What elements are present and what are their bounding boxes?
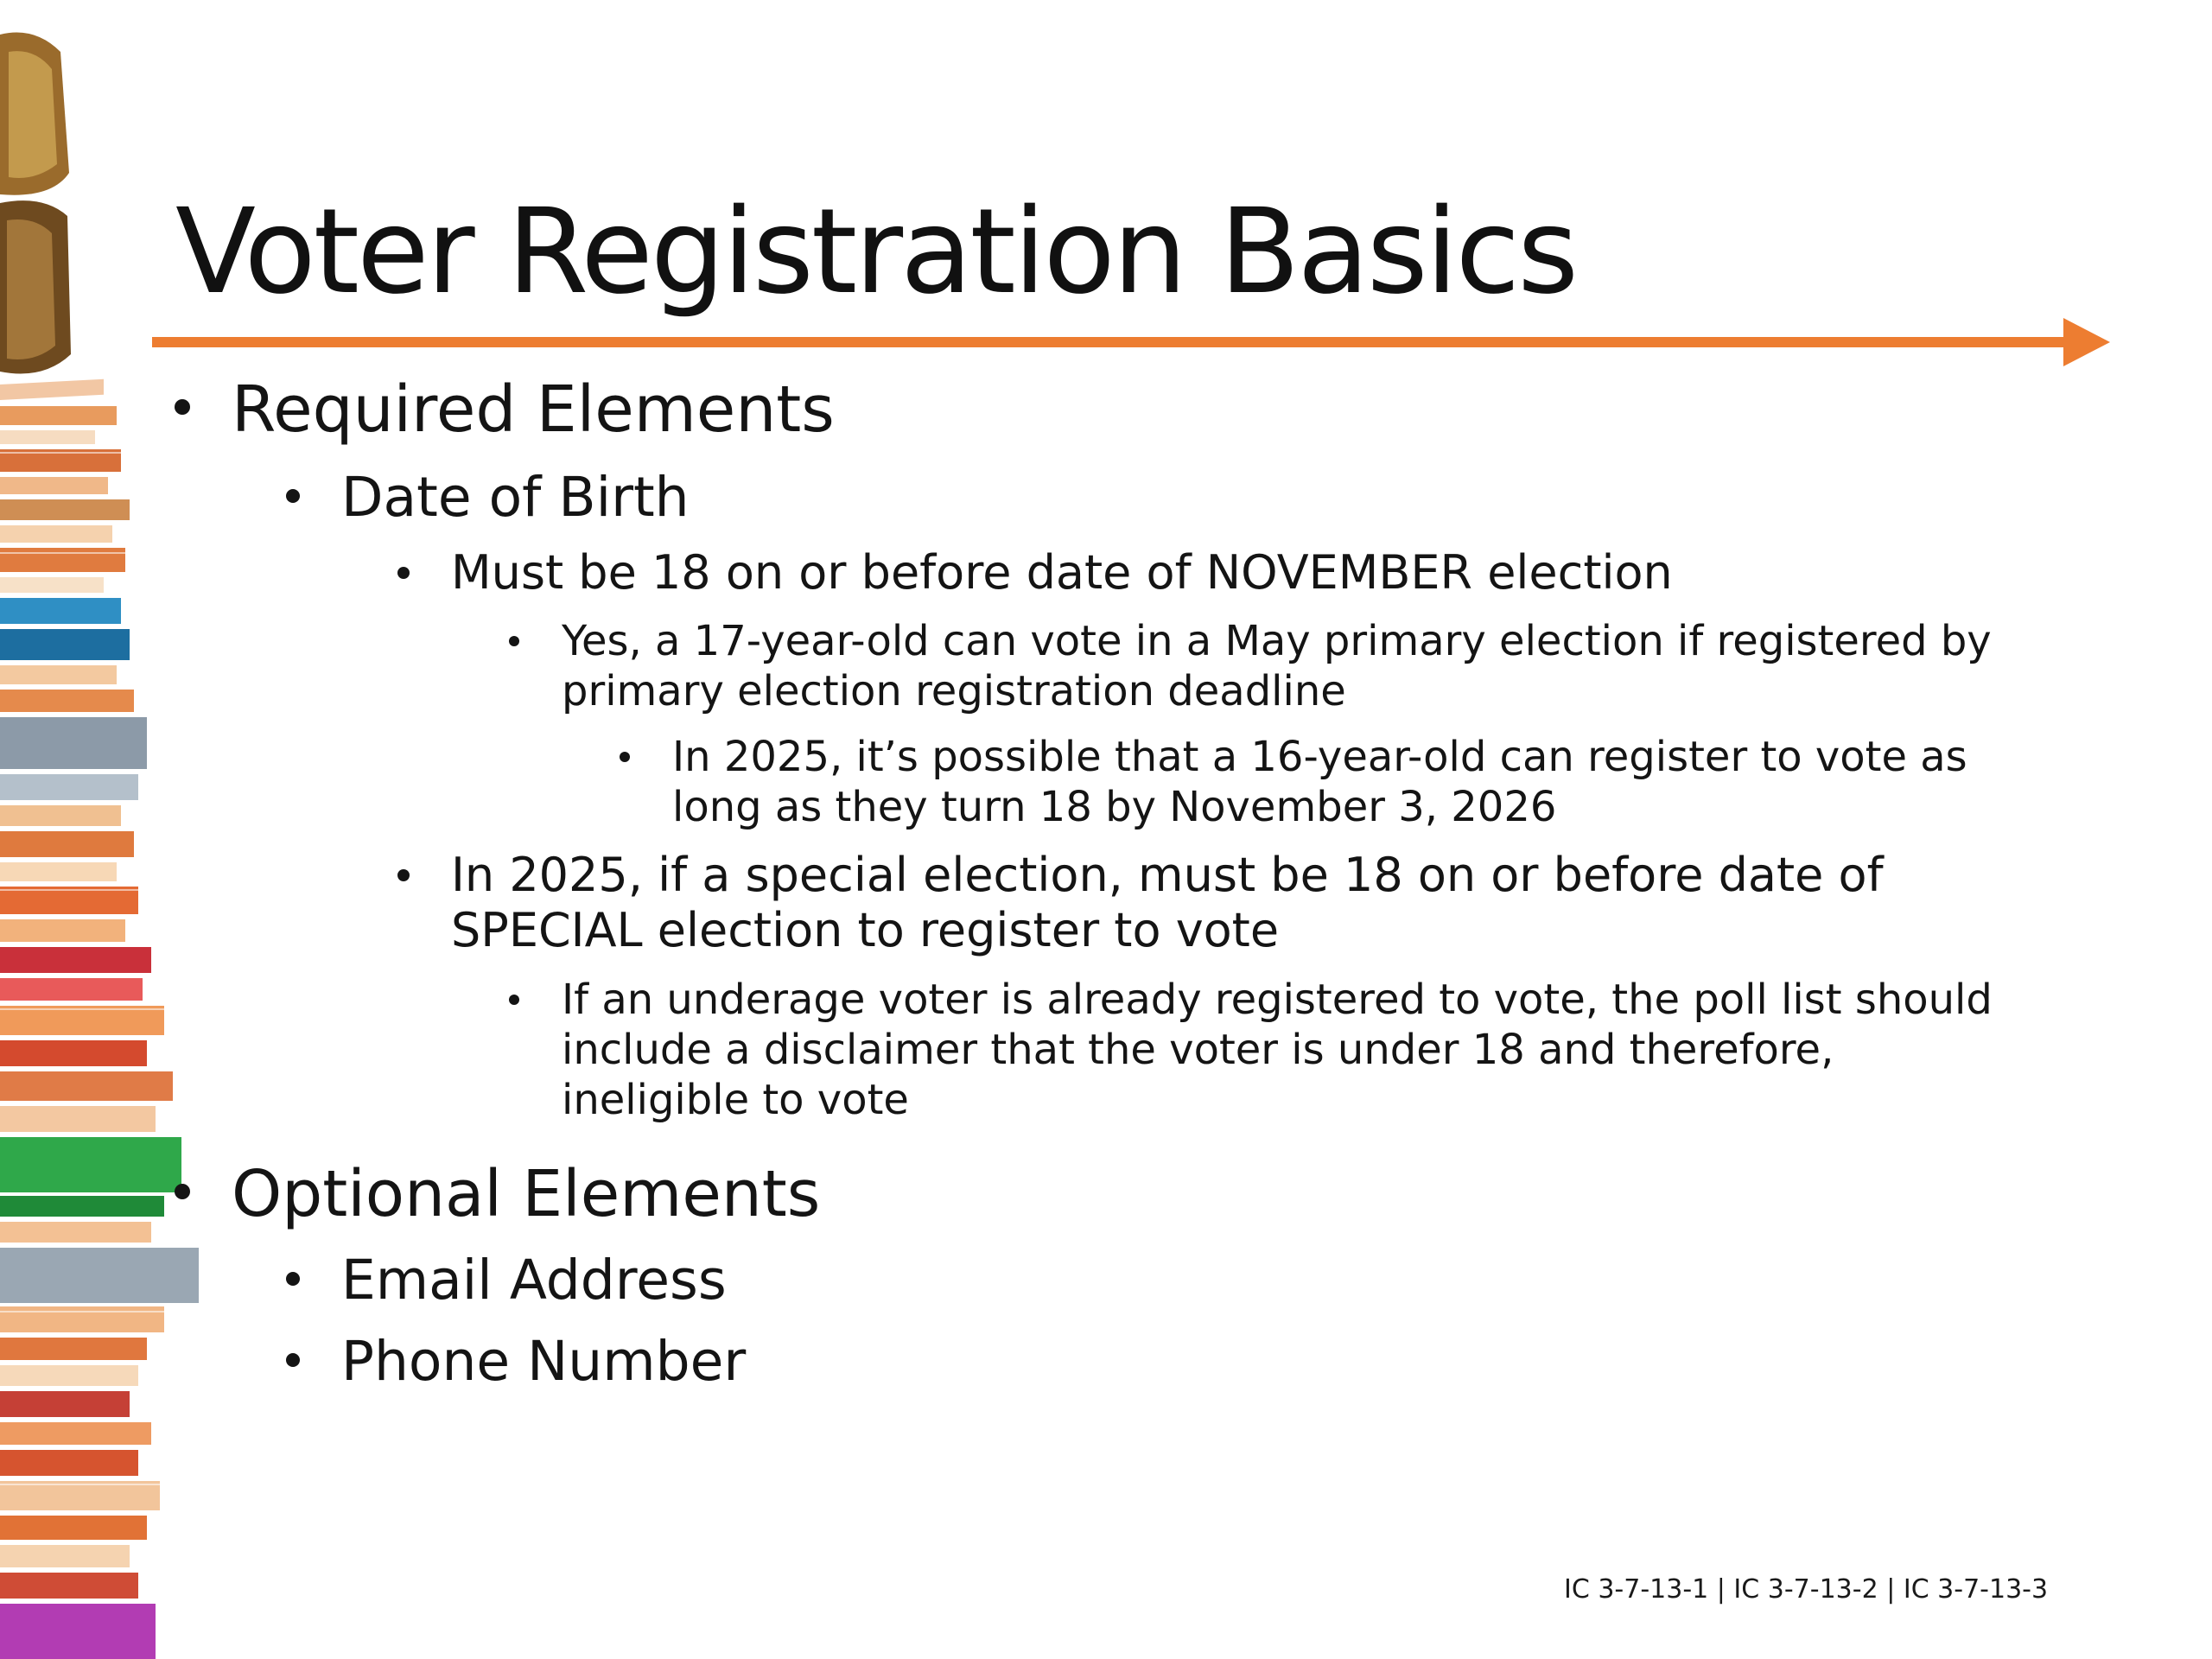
bullet-text-line-1: Yes, a 17-year-old can vote in a May primary election if registered by <box>562 617 1992 665</box>
bullet-dot <box>286 1353 300 1367</box>
bullet-dot <box>620 752 630 762</box>
bullet-text-line-2: SPECIAL election to register to vote <box>451 903 1280 957</box>
bullet-text: Required Elements <box>232 372 835 447</box>
bullet-text-line-2: primary election registration deadline <box>562 667 1346 715</box>
bullet-dot <box>509 636 519 646</box>
bullet-dot <box>175 399 190 415</box>
bullet-text: Phone Number <box>341 1330 747 1393</box>
bullet-dot <box>175 1184 190 1199</box>
bullet-text-line-2: long as they turn 18 by November 3, 2026 <box>672 783 1557 831</box>
bullet-dot <box>509 995 519 1005</box>
bullet-text: Date of Birth <box>341 466 690 529</box>
bullet-text: Must be 18 on or before date of NOVEMBER election <box>451 545 1673 600</box>
bullet-dot <box>286 1272 300 1286</box>
bullet-dot <box>397 869 410 881</box>
slide-title: Voter Registration Basics <box>175 184 1577 321</box>
bullet-text-line-2: include a disclaimer that the voter is under 18 and therefore, <box>562 1026 1834 1074</box>
bullet-text-line-1: In 2025, if a special election, must be 18 on or before date of <box>451 848 1884 902</box>
bullet-text: Optional Elements <box>232 1157 821 1231</box>
bullet-text: Email Address <box>341 1249 727 1312</box>
statute-citation: IC 3-7-13-1 | IC 3-7-13-2 | IC 3-7-13-3 <box>1564 1574 2049 1605</box>
bullet-dot <box>286 489 300 503</box>
bullet-text-line-3: ineligible to vote <box>562 1076 909 1124</box>
bullet-text-line-1: In 2025, it’s possible that a 16-year-old can register to vote as <box>672 733 1967 781</box>
bullet-dot <box>397 567 410 579</box>
bullet-text-line-1: If an underage voter is already registered to vote, the poll list should <box>562 976 1993 1024</box>
